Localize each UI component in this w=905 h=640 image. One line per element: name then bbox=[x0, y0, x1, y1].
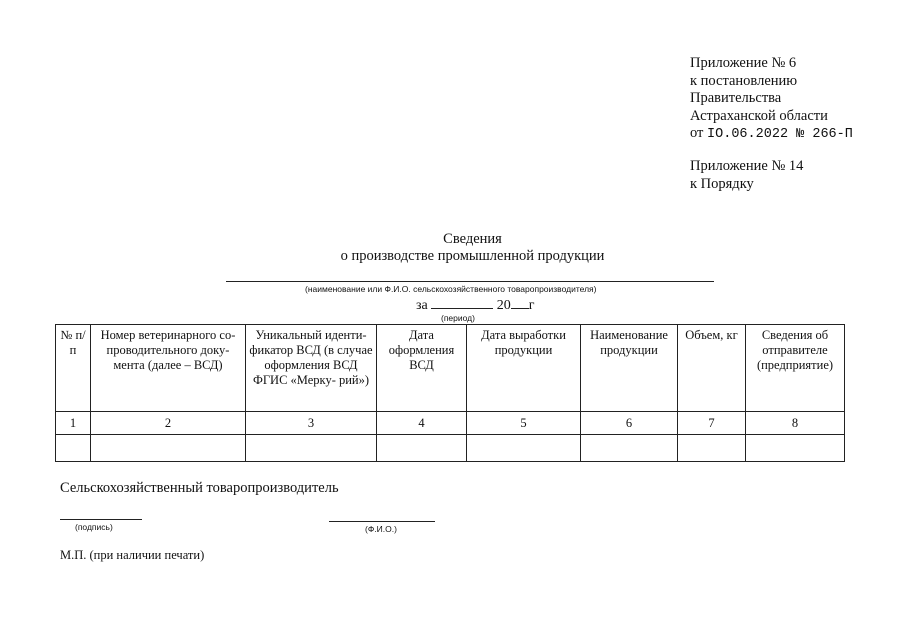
annex-line-4: Астраханской области bbox=[690, 107, 828, 124]
col-number-6: 6 bbox=[581, 412, 678, 435]
name-caption: (наименование или Ф.И.О. сельскохозяйственного товаропроизводителя) bbox=[305, 284, 597, 294]
period-suffix: г bbox=[528, 298, 535, 313]
col-header-number: № п/п bbox=[56, 325, 91, 412]
document-title: Сведения bbox=[443, 231, 502, 247]
table-header-row bbox=[56, 325, 845, 412]
table-cell bbox=[678, 435, 746, 462]
annex-line-2: к постановлению bbox=[690, 72, 798, 89]
col-number-7: 7 bbox=[678, 412, 746, 435]
table-cell bbox=[91, 435, 246, 462]
period-caption: (период) bbox=[441, 313, 475, 323]
col-number-8: 8 bbox=[746, 412, 845, 435]
period-prefix: за bbox=[416, 298, 428, 313]
table-cell bbox=[377, 435, 467, 462]
annex-line-1: Приложение № 6 bbox=[690, 55, 797, 71]
col-number-5: 5 bbox=[467, 412, 581, 435]
table-cell bbox=[746, 435, 845, 462]
annex2-block bbox=[690, 158, 803, 193]
col-header-product-name: Наименование продукции bbox=[581, 325, 678, 412]
annex-block bbox=[690, 55, 853, 144]
table-cell bbox=[56, 435, 91, 462]
table-cell bbox=[581, 435, 678, 462]
col-number-4: 4 bbox=[377, 412, 467, 435]
col-number-3: 3 bbox=[246, 412, 377, 435]
signature-line bbox=[60, 519, 142, 520]
col-number-2: 2 bbox=[91, 412, 246, 435]
col-number-1: 1 bbox=[56, 412, 91, 435]
col-header-volume: Объем, кг bbox=[678, 325, 746, 412]
annex-line-3: Правительства bbox=[690, 90, 782, 106]
period-year-blank bbox=[511, 296, 529, 309]
annex2-line-2: к Порядку bbox=[690, 175, 754, 192]
producer-label: Сельскохозяйственный товаропроизводитель bbox=[60, 480, 339, 496]
table-row bbox=[56, 435, 845, 462]
col-header-production-date: Дата выработки продукции bbox=[467, 325, 581, 412]
name-fill-line bbox=[226, 281, 714, 282]
fio-line bbox=[329, 521, 435, 522]
data-table bbox=[55, 324, 845, 462]
document-subtitle: о производстве промышленной продукции bbox=[340, 248, 605, 264]
period-year-prefix: 20 bbox=[496, 298, 511, 313]
col-header-vsd-date: Дата оформления ВСД bbox=[377, 325, 467, 412]
table-cell bbox=[246, 435, 377, 462]
col-header-sender: Сведения об отправителе (предприятие) bbox=[746, 325, 845, 412]
stamp-label: М.П. (при наличии печати) bbox=[60, 548, 205, 562]
signature-caption: (подпись) bbox=[75, 522, 113, 532]
table-cell bbox=[467, 435, 581, 462]
table-numbering-row bbox=[56, 412, 845, 435]
annex-date-number: IO.06.2022 № 266-П bbox=[707, 127, 853, 142]
period-blank bbox=[431, 296, 493, 309]
col-header-vsd-number: Номер ветеринарного со- проводительного доку- мента (далее – ВСД) bbox=[91, 325, 246, 412]
fio-caption: (Ф.И.О.) bbox=[365, 524, 397, 534]
col-header-vsd-id: Уникальный иденти- фикатор ВСД (в случае оформления ВСД ФГИС «Мерку- рий») bbox=[246, 325, 377, 412]
period-row bbox=[416, 296, 535, 314]
annex2-line-1: Приложение № 14 bbox=[690, 158, 804, 174]
annex-date-prefix: от bbox=[690, 125, 704, 141]
annex-line-5 bbox=[690, 125, 853, 144]
